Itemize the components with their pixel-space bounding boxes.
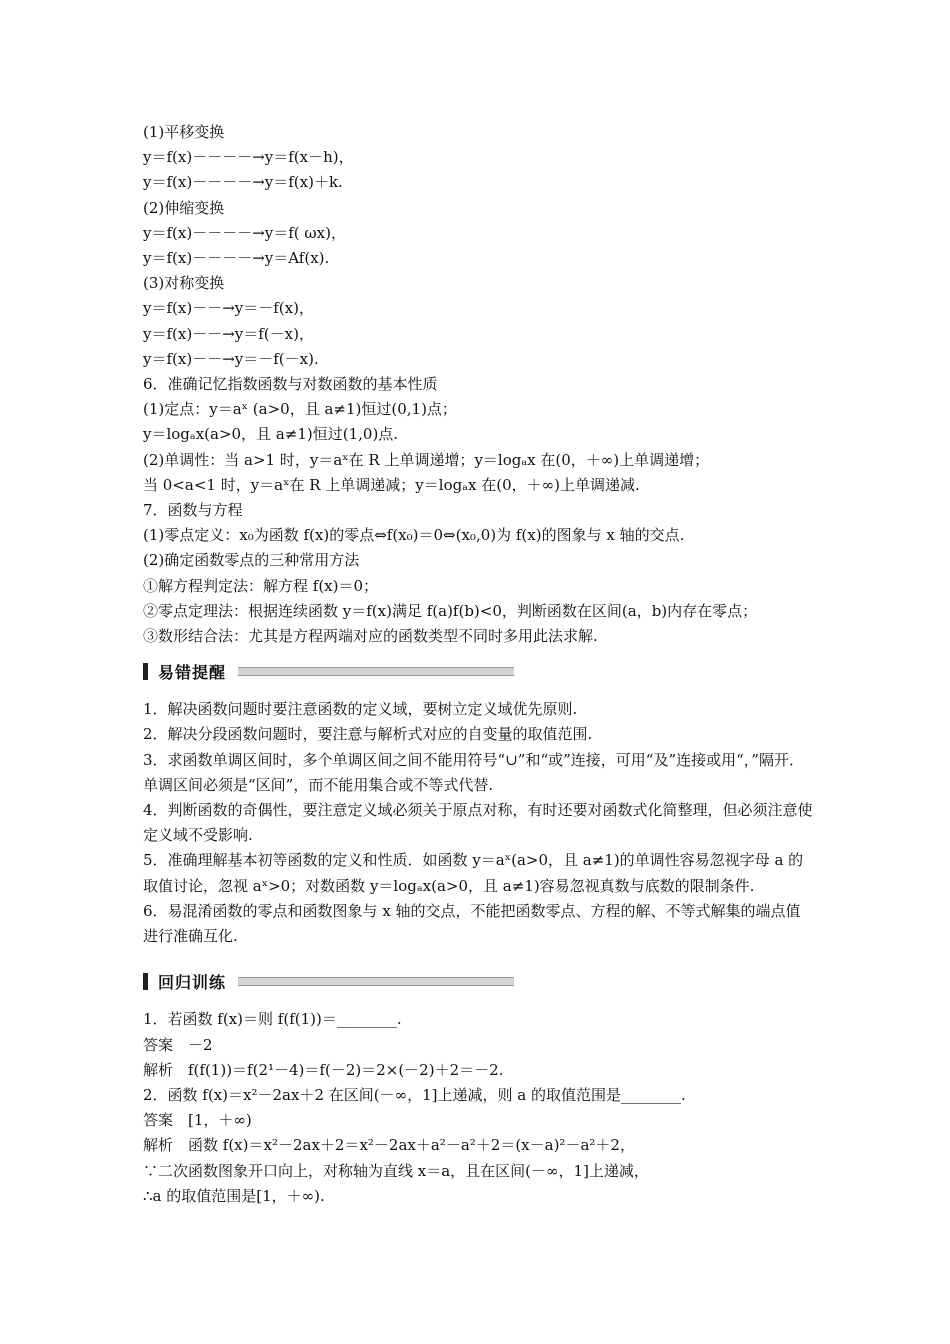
text-line: y＝logₐx(a>0，且 a≠1)恒过(1,0)点. [143, 425, 399, 444]
section-title: 易错提醒 [158, 662, 227, 682]
text-line: y＝f(x)－－－－→y＝f(x－h)， [143, 148, 354, 167]
text-line: (1)平移变换 [143, 123, 225, 141]
spacer [143, 949, 813, 959]
analysis-line: ∴a 的取值范围是[1，＋∞). [143, 1186, 325, 1205]
list-item: 2．解决分段函数问题时，要注意与解析式对应的自变量的取值范围. [143, 725, 593, 744]
section-marker [143, 663, 148, 680]
list-item: 4．判断函数的奇偶性，要注意定义域必须关于原点对称，有时还要对函数式化简整理，但必须注意使定义域不受影响. [143, 801, 813, 845]
section-rule [238, 977, 514, 986]
common-mistakes-list [143, 697, 813, 949]
section-rule [238, 667, 514, 676]
text-line: y＝f(x)－－→y＝－f(x)， [143, 299, 314, 318]
list-item: 6．易混淆函数的零点和函数图象与 x 轴的交点，不能把函数零点、方程的解、不等式解集的端点值进行准确互化. [143, 901, 801, 946]
transform-rules-block [143, 120, 813, 649]
text-line: 6．准确记忆指数函数与对数函数的基本性质 [143, 375, 438, 394]
text-line: y＝f(x)－－－－→y＝Af(x). [143, 249, 330, 268]
text-line: y＝f(x)－－→y＝f(－x)， [143, 324, 314, 343]
question-line: 1．若函数 f(x)＝则 f(f(1))＝________. [143, 1010, 402, 1029]
list-item: 1．解决函数问题时要注意函数的定义域，要树立定义域优先原则. [143, 700, 578, 719]
text-line: (2)伸缩变换 [143, 198, 225, 217]
section-marker [143, 973, 148, 990]
text-line: (2)确定函数零点的三种常用方法 [143, 551, 360, 570]
text-line: ①解方程判定法：解方程 f(x)＝0； [143, 576, 379, 595]
analysis-line: 解析 函数 f(x)＝x²－2ax＋2＝x²－2ax＋a²－a²＋2＝(x－a)²－a²＋2， [143, 1136, 635, 1155]
text-line: y＝f(x)－－－－→y＝f( ωx)， [143, 223, 346, 242]
text-line: (3)对称变换 [143, 274, 225, 293]
answer-line: 答案 －2 [143, 1035, 213, 1054]
section-title: 回归训练 [158, 972, 227, 992]
text-line: (2)单调性：当 a>1 时，y＝aˣ在 R 上单调递增；y＝logₐx 在(0，＋∞)上单调递增； [143, 450, 710, 469]
text-line: 7．函数与方程 [143, 501, 243, 520]
answer-line: 答案 [1，＋∞) [143, 1111, 252, 1130]
text-line: (1)零点定义：x₀为函数 f(x)的零点⇔f(x₀)＝0⇔(x₀,0)为 f(x)的图象与 x 轴的交点. [143, 526, 685, 545]
text-line: ③数形结合法：尤其是方程两端对应的函数类型不同时多用此法求解. [143, 627, 598, 646]
text-line: y＝f(x)－－－－→y＝f(x)＋k. [143, 173, 343, 192]
section-header-common-mistakes [143, 657, 813, 685]
review-practice-content [143, 1007, 813, 1209]
list-item: 3．求函数单调区间时，多个单调区间之间不能用符号“∪”和“或”连接，可用“及”连接或用“，”隔开．单调区间必须是“区间”，而不能用集合或不等式代替. [143, 750, 804, 794]
text-line: 当 0<a<1 时，y＝aˣ在 R 上单调递减；y＝logₐx 在(0，＋∞)上单调递减. [143, 475, 640, 494]
text-line: ②零点定理法：根据连续函数 y＝f(x)满足 f(a)f(b)<0，判断函数在区间(a，b)内存在零点； [143, 601, 758, 620]
page-content [143, 120, 813, 1209]
text-line: y＝f(x)－－→y＝－f(－x). [143, 349, 319, 368]
analysis-line: ∵二次函数图象开口向上，对称轴为直线 x＝a，且在区间(－∞，1]上递减， [143, 1161, 649, 1180]
question-line: 2．函数 f(x)＝x²－2ax＋2 在区间(－∞，1]上递减，则 a 的取值范围是________. [143, 1085, 686, 1104]
section-header-review-practice [143, 967, 813, 995]
analysis-line: 解析 f(f(1))＝f(2¹－4)＝f(－2)＝2×(－2)＋2＝－2. [143, 1060, 504, 1079]
text-line: (1)定点：y＝aˣ (a>0，且 a≠1)恒过(0,1)点； [143, 400, 457, 419]
list-item: 5．准确理解基本初等函数的定义和性质．如函数 y＝aˣ(a>0，且 a≠1)的单调性容易忽视字母 a 的取值讨论，忽视 aˣ>0；对数函数 y＝logₐx(a>0，且 a≠1)容易忽视真数与底数的限制条件. [143, 851, 804, 895]
